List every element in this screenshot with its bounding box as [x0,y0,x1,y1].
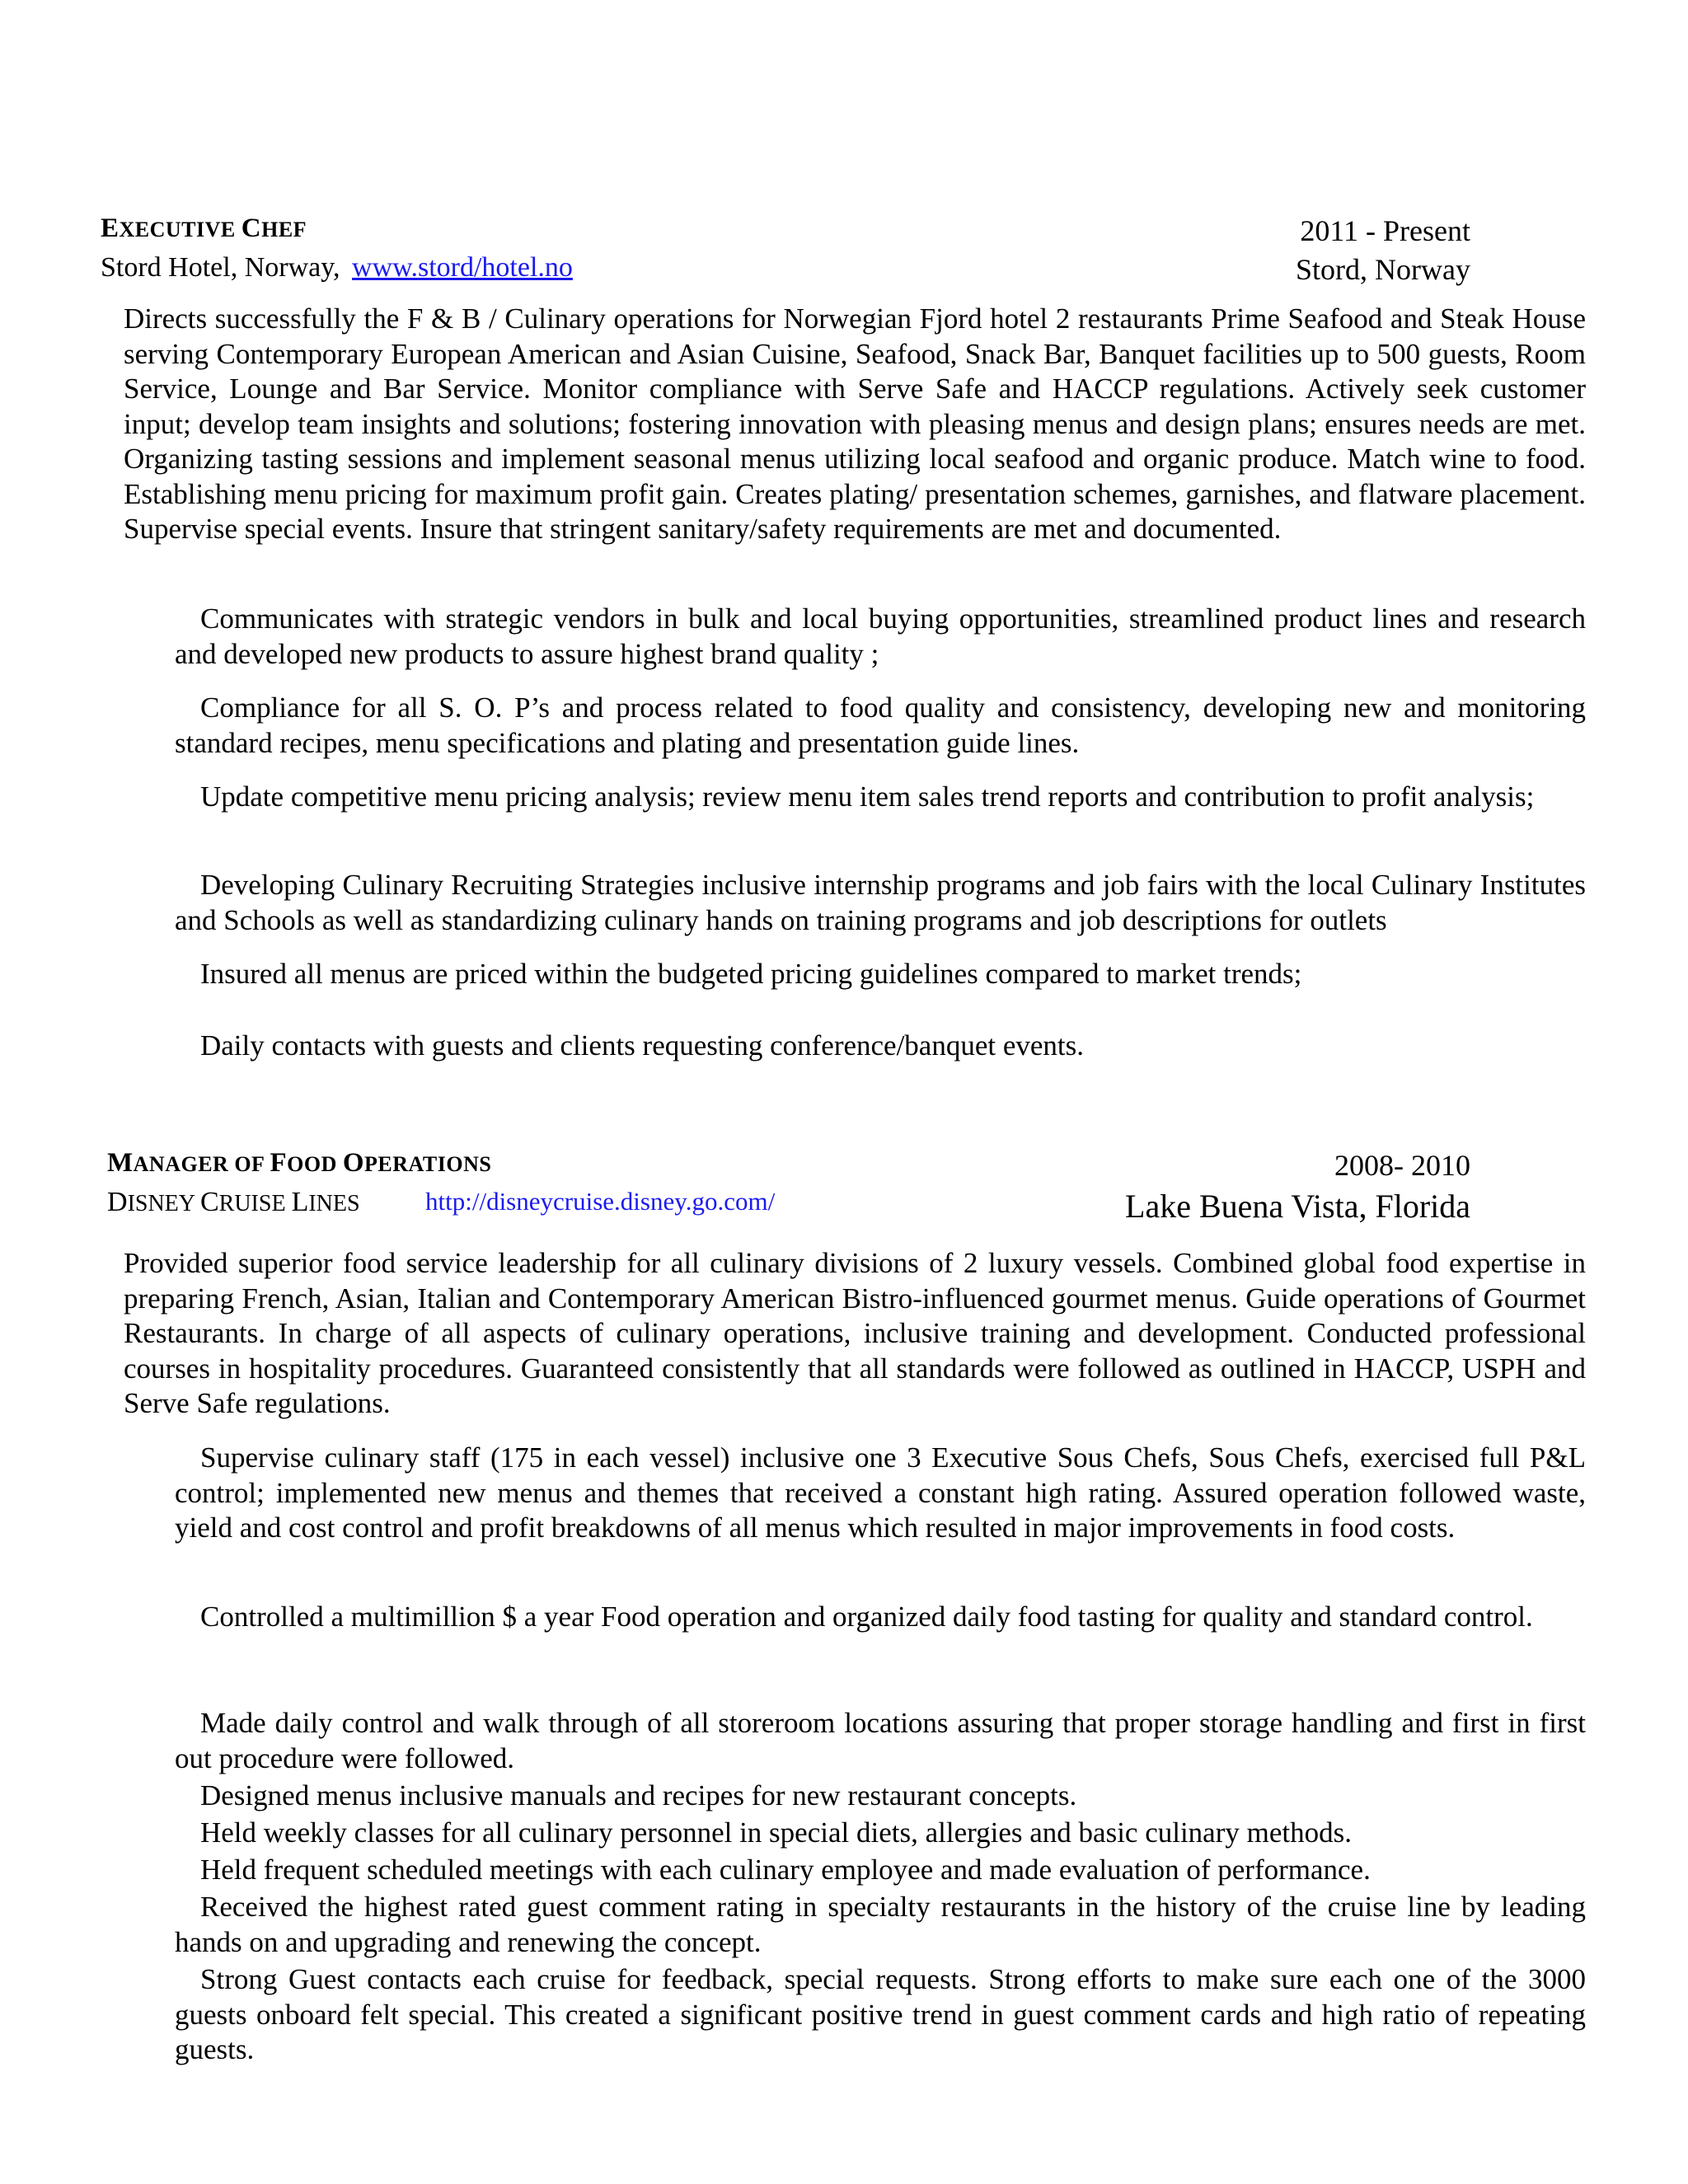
job1-bullet: Compliance for all S. O. P’s and process related to food quality and consistency, developing new and monitoring standard recipes, menu specifications and plating and presentation guide lines. [175,691,1586,759]
job1-employer-line [101,252,573,284]
job1-bullet: Insured all menus are priced within the budgeted pricing guidelines compared to market trends; [200,958,1302,990]
job2-bullet: Controlled a multimillion $ a year Food operation and organized daily food tasting for quality and standard control. [200,1601,1533,1633]
job2-header [107,1148,1470,1184]
job1-subheader [101,252,1470,288]
job1-url-link[interactable]: www.stord/hotel.no [352,252,573,283]
job1-title: EXECUTIVE CHEF [101,213,307,243]
job2-bullet: Strong Guest contacts each cruise for feedback, special requests. Strong efforts to make sure each one of the 3000 guests onboard felt special. This created a significant positive trend in guest comment cards and high ratio of repeating guests. [175,1963,1586,2065]
job2-employer: DISNEY CRUISE LINES [107,1187,360,1217]
job1-bullet: Update competitive menu pricing analysis; review menu item sales trend reports and contribution to profit analysis; [200,780,1535,813]
job2-bullet: Supervise culinary staff (175 in each vessel) inclusive one 3 Executive Sous Chefs, Sous Chefs, exercised full P&L control; implemented new menus and themes that received a constant high rating. Assured operation followed waste, yield and cost control and profit breakdowns of all menus which resulted in major improvements in food costs. [175,1441,1586,1544]
job1-employer: Stord Hotel, Norway, [101,252,340,283]
job1-bullet: Daily contacts with guests and clients requesting conference/banquet events. [200,1029,1085,1062]
job2-bullet: Held weekly classes for all culinary personnel in special diets, allergies and basic culinary methods. [200,1816,1352,1849]
job1-bullet: Developing Culinary Recruiting Strategies inclusive internship programs and job fairs with the local Culinary Institutes and Schools as well as standardizing culinary hands on training programs and job descriptions for outlets [175,869,1586,936]
job1-summary: Directs successfully the F & B / Culinary operations for Norwegian Fjord hotel 2 restaurants Prime Seafood and Steak House serving Contemporary European American and Asian Cuisine, Seafood, Snack Bar, Banquet facilities up to 500 guests, Room Service, Lounge and Bar Service. Monitor compliance with Serve Safe and HACCP regulations. Actively seek customer input; develop team insights and solutions; fostering innovation with pleasing menus and design plans; ensures needs are met. Organizing tasting sessions and implement seasonal menus utilizing local seafood and organic produce. Match wine to food. Establishing menu pricing for maximum profit gain. Creates plating/ presentation schemes, garnishes, and flatware placement. Supervise special events. Insure that stringent sanitary/safety requirements are met and documented. [124,302,1586,545]
job1-header [101,213,1470,250]
job1-bullet: Communicates with strategic vendors in bulk and local buying opportunities, streamlined product lines and research and developed new products to assure highest brand quality ; [175,602,1586,670]
job2-bullet: Made daily control and walk through of all storeroom locations assuring that proper storage handling and first in first out procedure were followed. [175,1707,1586,1774]
job2-url-line [420,1187,775,1216]
job2-bullet: Designed menus inclusive manuals and recipes for new restaurant concepts. [200,1779,1077,1811]
job2-title: MANAGER OF FOOD OPERATIONS [107,1148,492,1178]
job2-summary: Provided superior food service leadership for all culinary divisions of 2 luxury vessels. Combined global food expertise in preparing French, Asian, Italian and Contemporary American Bistro-influenced gourmet menus. Guide operations of Gourmet Restaurants. In charge of all aspects of culinary operations, inclusive training and development. Conducted professional courses in hospitality procedures. Guaranteed consistently that all standards were followed as outlined in HACCP, USPH and Serve Safe regulations. [124,1247,1586,1419]
job2-bullet: Received the highest rated guest comment rating in specialty restaurants in the history of the cruise line by leading hands on and upgrading and renewing the concept. [175,1891,1586,1958]
job2-dates: 2008- 2010 [1334,1149,1470,1182]
job2-location: Lake Buena Vista, Florida [1125,1188,1470,1225]
job2-subheader [107,1187,1470,1223]
job1-location: Stord, Norway [1296,253,1470,286]
job1-dates: 2011 - Present [1300,214,1470,247]
job2-url-link[interactable]: http://disneycruise.disney.go.com/ [425,1187,776,1216]
job2-bullet: Held frequent scheduled meetings with each culinary employee and made evaluation of performance. [200,1854,1371,1886]
